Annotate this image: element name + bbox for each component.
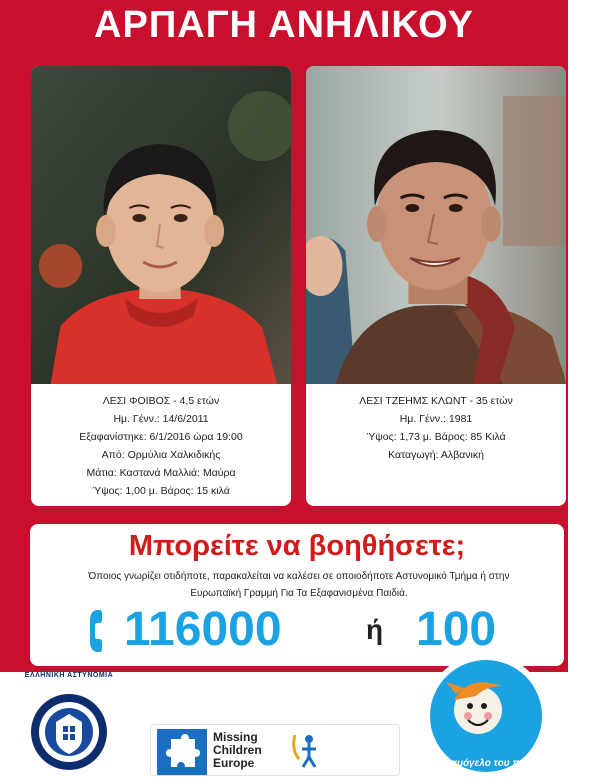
- mce-logo-panel: [150, 724, 400, 776]
- suspect-card: [304, 64, 568, 508]
- mce-text: [213, 731, 262, 770]
- smile-of-the-child-text: Το χαμόγελο του παιδιού: [430, 758, 550, 769]
- right-margin: [568, 0, 600, 774]
- help-text-line1: Όποιος γνωρίζει οτιδήποτε, παρακαλείται να καλέσει σε οποιοδήποτε Αστυνομικό Τμήμα ή στην: [88, 571, 510, 582]
- help-title: Μπορείτε να βοηθήσετε;: [128, 530, 466, 562]
- help-box: [28, 522, 566, 668]
- mce-text-line1: Missing: [213, 730, 258, 744]
- suspect-birthdate: Ημ. Γένν.: 1981: [399, 413, 473, 425]
- suspect-name: ΛΕΣΙ ΤΖΕΗΜΣ ΚΛΩΝΤ - 35 ετών: [359, 395, 513, 407]
- help-text-line2: Ευρωπαϊκή Γραμμή Για Τα Εξαφανισμένα Παιδιά.: [190, 588, 408, 599]
- mce-text-line2: Children: [213, 743, 262, 757]
- phone-icon: [88, 608, 114, 654]
- suspect-photo: [306, 66, 566, 384]
- mce-text-line3: Europe: [213, 756, 255, 770]
- phone-number-100[interactable]: 100: [416, 603, 497, 656]
- puzzle-icon: [157, 729, 207, 775]
- child-card: [29, 64, 293, 508]
- hotline-figure-icon: [289, 729, 323, 773]
- suspect-origin: Καταγωγή: Αλβανική: [388, 449, 484, 461]
- suspect-info: [306, 386, 566, 464]
- hellenic-police-logo: [28, 686, 110, 776]
- child-height-weight: Ύψος: 1,00 μ. Βάρος: 15 κιλά: [92, 485, 230, 497]
- hellenic-police-text: ΕΛΛΗΝΙΚΗ ΑΣΤΥΝΟΜΙΑ: [24, 672, 114, 679]
- child-missing-place: Από: Ορμύλια Χαλκιδικής: [101, 449, 221, 461]
- child-name: ΛΕΣΙ ΦΟΙΒΟΣ - 4,5 ετών: [102, 395, 220, 407]
- poster-title: ΑΡΠΑΓΗ ΑΝΗΛΙΚΟΥ: [0, 0, 568, 50]
- phone-number-116000[interactable]: 116000: [124, 603, 282, 656]
- child-photo: [31, 66, 291, 384]
- help-text: [40, 568, 558, 602]
- suspect-height-weight: Ύψος: 1,73 μ. Βάρος: 85 Κιλά: [366, 431, 506, 443]
- child-birthdate: Ημ. Γένν.: 14/6/2011: [113, 413, 209, 425]
- child-missing-date: Εξαφανίστηκε: 6/1/2016 ώρα 19:00: [79, 431, 243, 443]
- child-info: [31, 386, 291, 500]
- footer-logos: [0, 672, 568, 774]
- child-eyes-hair: Μάτια: Καστανά Μαλλιά: Μαύρα: [86, 467, 236, 479]
- or-word: ή: [366, 614, 384, 645]
